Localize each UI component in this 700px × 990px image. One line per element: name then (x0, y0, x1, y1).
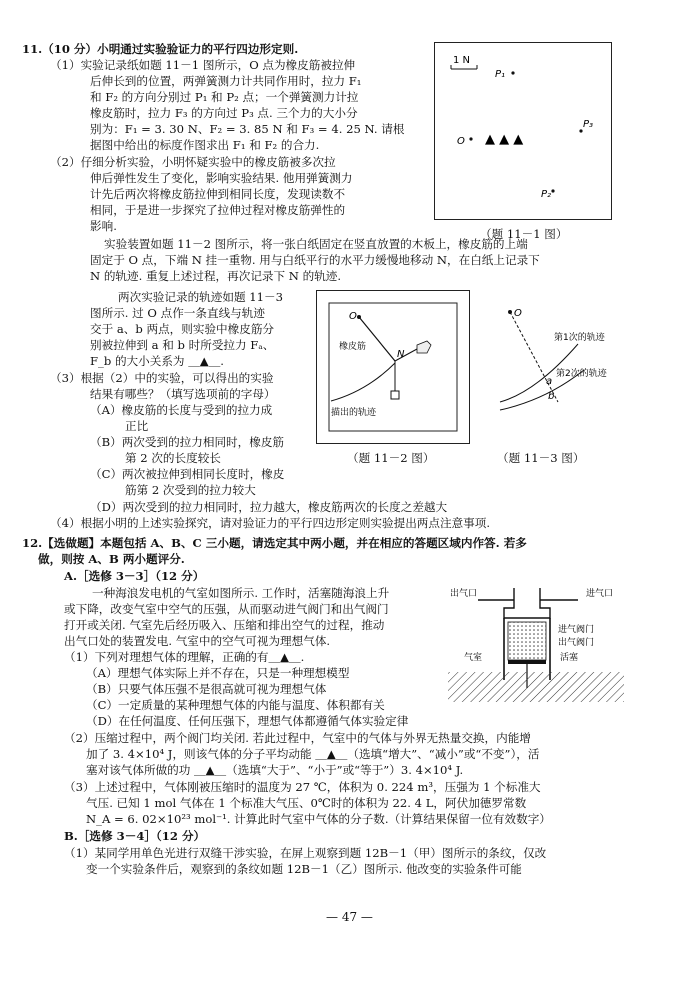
svg-text:P₂: P₂ (541, 189, 552, 200)
chamber-top (504, 588, 550, 618)
q11-line: 相同，于是进一步探究了拉伸过程对橡皮筋弹性的 (90, 203, 346, 217)
q12a-line: 加了 3. 4×10⁴ J，则该气体的分子平均动能 ＿▲＿（选填“增大”、“减小”或“不变”），活 (86, 747, 540, 761)
q12-heading: 做，则按 A、B 两小题评分. (38, 552, 185, 566)
q11-option: （D）两次受到的拉力相同时，拉力越大，橡皮筋两次的长度之差越大 (90, 500, 448, 514)
air-chamber (508, 622, 546, 660)
q11-line: F_b 的大小关系为 ＿▲＿. (90, 354, 224, 368)
q11-title: 11.（10 分）小明通过实验验证力的平行四边形定则. (22, 42, 299, 56)
page-number: — 47 — (326, 910, 373, 924)
weight (391, 391, 399, 399)
figure-11-1-caption: （题 11－1 图） (480, 227, 568, 241)
q12a-line: 一种海浪发电机的气室如图所示. 工作时，活塞随海浪上升 (92, 586, 390, 600)
q11-line: 计先后两次将橡皮筋拉伸到相同长度，发现读数不 (90, 187, 346, 201)
svg-text:出气阀门: 出气阀门 (558, 638, 595, 648)
figure-11-3 (486, 292, 618, 442)
q11-option: 正比 (125, 419, 149, 433)
q12a-line: 气压. 已知 1 mol 气体在 1 个标准大气压、0℃时的体积为 22. 4 L，阿伏加德罗常数 (86, 796, 527, 810)
q12a-option: （A）理想气体实际上并不存在，只是一种理想模型 (86, 666, 350, 680)
point-p1 (511, 71, 514, 74)
q12b-title: B.［选修 3－4］（12 分） (64, 829, 206, 843)
svg-text:O: O (514, 308, 522, 319)
q12a-option: （C）一定质量的某种理想气体的内能与温度、体积都有关 (86, 698, 385, 712)
svg-text:O: O (457, 136, 465, 147)
svg-text:橡皮筋: 橡皮筋 (339, 342, 367, 352)
rubber-band (359, 317, 395, 361)
q11-line: 别被拉伸到 a 和 b 时所受拉力 Fₐ、 (90, 338, 275, 352)
svg-text:P₁: P₁ (495, 69, 506, 80)
q11-line: （1）实验记录纸如题 11－1 图所示，O 点为橡皮筋被拉伸 (50, 58, 356, 72)
q12a-line: N_A = 6. 02×10²³ mol⁻¹. 计算此时气室中气体的分子数.（计算结果保留一位有效数字） (86, 812, 551, 826)
svg-text:N: N (397, 349, 405, 360)
scale-label: 1 N (453, 55, 471, 66)
q12a-line: 或下降，改变气室中空气的压强，从而驱动进气阀门和出气阀门 (64, 602, 389, 616)
q11-line: 别为：F₁ = 3. 30 N、F₂ = 3. 85 N 和 F₃ = 4. 25 N. 请根 (90, 122, 405, 136)
figure-11-3-caption: （题 11－3 图） (497, 451, 585, 465)
q11-line: 交于 a、b 两点，则实验中橡皮筋分 (90, 322, 275, 336)
q11-line: 结果有哪些？（填写选项前的字母） (90, 387, 276, 401)
q12a-line: （1）下列对理想气体的理解，正确的有＿▲＿. (64, 650, 305, 664)
q11-line: 影响. (90, 219, 117, 233)
q11-option: （B）两次受到的拉力相同时，橡皮筋 (90, 435, 285, 449)
svg-text:进气阀门: 进气阀门 (558, 625, 595, 635)
svg-text:P₃: P₃ (583, 119, 594, 130)
q12a-line: 塞对该气体所做的功 ＿▲＿（选填“大于”、“小于”或“等于”）3. 4×10⁴ J. (86, 763, 464, 777)
q12b-line: （1）某同学用单色光进行双缝干涉实验，在屏上观察到题 12B－1（甲）图所示的条纹，仅改 (64, 846, 547, 860)
svg-text:a: a (546, 376, 553, 387)
q12a-line: （3）上述过程中，气体刚被压缩时的温度为 27 ℃，体积为 0. 224 m³，压强为 1 个标准大 (64, 780, 541, 794)
q11-line: 橡皮筋时，拉力 F₃ 的方向过 P₃ 点. 三个力的大小分 (90, 106, 358, 120)
q11-line: N 的轨迹. 重复上述过程，再次记录下 N 的轨迹. (90, 269, 342, 283)
figure-11-1-drawing (435, 43, 611, 219)
q12a-option: （B）只要气体压强不是很高就可视为理想气体 (86, 682, 327, 696)
q12-heading: 12.【选做题】本题包括 A、B、C 三小题，请选定其中两小题，并在相应的答题区域内作答. 若多 (22, 536, 527, 550)
q11-line: （4）根据小明的上述实验探究，请对验证力的平行四边形定则实验提出两点注意事项. (50, 516, 491, 530)
q11-line: 据图中给出的标度作图求出 F₁ 和 F₂ 的合力. (90, 138, 320, 152)
svg-text:O: O (349, 311, 357, 322)
q11-line: 实验装置如题 11－2 图所示，将一张白纸固定在竖直放置的木板上，橡皮筋的上端 (104, 237, 528, 251)
svg-text:进气口: 进气口 (586, 589, 614, 599)
q11-line: 后伸长到的位置，两弹簧测力计共同作用时，拉力 F₁ (90, 74, 362, 88)
svg-text:第1次的轨迹: 第1次的轨迹 (554, 333, 605, 343)
q12a-title: A.［选修 3－3］（12 分） (64, 569, 205, 583)
q11-option: （A）橡皮筋的长度与受到的拉力成 (90, 403, 273, 417)
hand-icon (417, 341, 431, 353)
sea-floor (448, 672, 624, 702)
q11-line: 两次实验记录的轨迹如题 11－3 (118, 290, 283, 304)
q12b-line: 变一个实验条件后，观察到的条纹如题 12B－1（乙）图所示. 他改变的实验条件可能 (86, 862, 522, 876)
q12a-line: （2）压缩过程中，两个阀门均关闭. 若此过程中，气室中的气体与外界无热量交换，内能增 (64, 731, 531, 745)
svg-text:活塞: 活塞 (560, 653, 579, 663)
svg-text:b: b (548, 391, 555, 402)
q12a-line: 打开或关闭. 气室先后经历吸入、压缩和排出空气的过程，推动 (64, 618, 385, 632)
figure-11-1 (434, 42, 612, 220)
q11-option: 筋第 2 次受到的拉力较大 (125, 483, 256, 497)
q11-line: 和 F₂ 的方向分别过 P₁ 和 P₂ 点；一个弹簧测力计拉 (90, 90, 359, 104)
figure-11-2-caption: （题 11－2 图） (347, 451, 435, 465)
piston (508, 660, 546, 664)
q11-line: 伸后弹性发生了变化，影响实验结果. 他用弹簧测力 (90, 171, 353, 185)
svg-text:第2次的轨迹: 第2次的轨迹 (556, 369, 607, 379)
trace-curve (331, 363, 395, 401)
figure-11-2-drawing (317, 291, 469, 443)
q11-line: （2）仔细分析实验，小明怀疑实验中的橡皮筋被多次拉 (50, 155, 336, 169)
svg-text:描出的轨迹: 描出的轨迹 (331, 408, 377, 418)
q11-line: 图所示. 过 O 点作一条直线与轨迹 (90, 306, 265, 320)
figure-12a (448, 580, 624, 702)
q12a-line: 出气口处的装置发电. 气室中的空气可视为理想气体. (64, 634, 331, 648)
q11-option: 第 2 次的长度较长 (125, 451, 221, 465)
point-p2 (551, 189, 554, 192)
line-through-o (510, 312, 558, 402)
svg-text:出气口: 出气口 (450, 589, 478, 599)
svg-text:气室: 气室 (464, 653, 483, 663)
point-o (469, 137, 472, 140)
q11-line: （3）根据（2）中的实验，可以得出的实验 (50, 371, 274, 385)
exam-marks: ▲ ▲ ▲ (485, 132, 524, 147)
figure-11-2 (316, 290, 470, 444)
q12a-option: （D）在任何温度、任何压强下，理想气体都遵循气体实验定律 (86, 714, 409, 728)
q11-option: （C）两次被拉伸到相同长度时，橡皮 (90, 467, 285, 481)
q11-line: 固定于 O 点，下端 N 挂一重物. 用与白纸平行的水平力缓慢地移动 N，在白纸上记录下 (90, 253, 540, 267)
